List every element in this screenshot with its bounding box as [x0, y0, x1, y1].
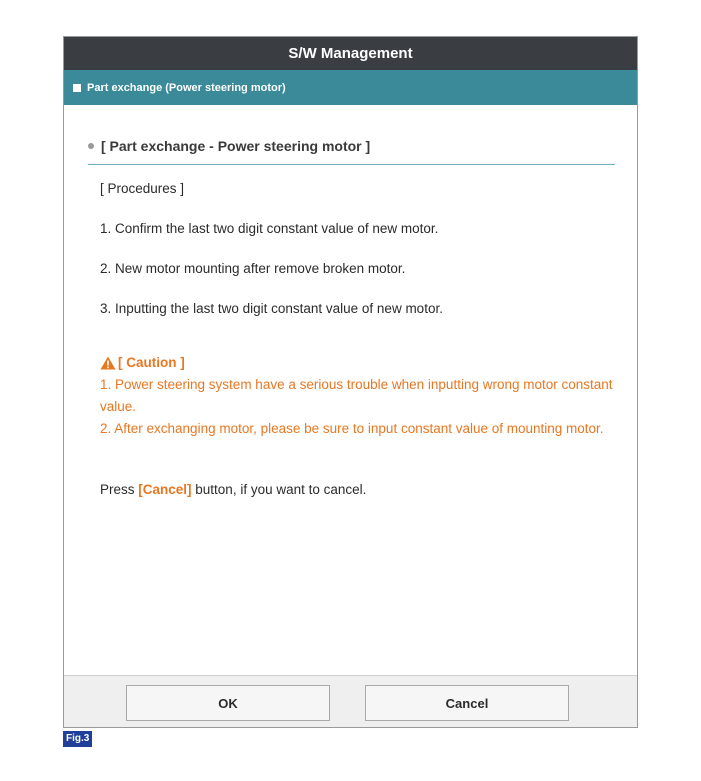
step-3: 3. Inputting the last two digit constant value of new motor.	[100, 301, 443, 316]
press-suffix: button, if you want to cancel.	[191, 482, 367, 497]
cancel-instruction	[100, 482, 615, 497]
window-title: S/W Management	[64, 37, 637, 70]
caution-item-1: 1. Power steering system have a serious trouble when inputting wrong motor constant value.	[100, 377, 613, 414]
sw-management-dialog	[63, 36, 638, 728]
cancel-keyword: [Cancel]	[138, 482, 192, 497]
procedures-label: [ Procedures ]	[100, 181, 185, 196]
press-prefix: Press	[100, 482, 139, 497]
square-bullet-icon	[73, 84, 81, 92]
dot-bullet-icon	[88, 143, 94, 149]
subtitle-label: Part exchange (Power steering motor)	[87, 81, 286, 94]
ok-button[interactable]: OK	[126, 685, 330, 721]
subtitle-bar	[64, 70, 637, 105]
step-2: 2. New motor mounting after remove broken motor.	[100, 261, 406, 276]
caution-title	[100, 352, 615, 374]
caution-item-2: 2. After exchanging motor, please be sure to input constant value of mounting motor.	[100, 421, 604, 436]
caution-block	[100, 352, 615, 440]
content-area	[64, 138, 637, 497]
section-heading	[88, 138, 615, 165]
cancel-button[interactable]: Cancel	[365, 685, 569, 721]
button-bar	[64, 675, 637, 727]
warning-triangle-icon	[100, 356, 116, 370]
section-heading-label: [ Part exchange - Power steering motor ]	[101, 138, 371, 154]
step-1: 1. Confirm the last two digit constant value of new motor.	[100, 221, 439, 236]
caution-title-label: [ Caution ]	[118, 355, 185, 370]
figure-label: Fig.3	[63, 731, 92, 747]
